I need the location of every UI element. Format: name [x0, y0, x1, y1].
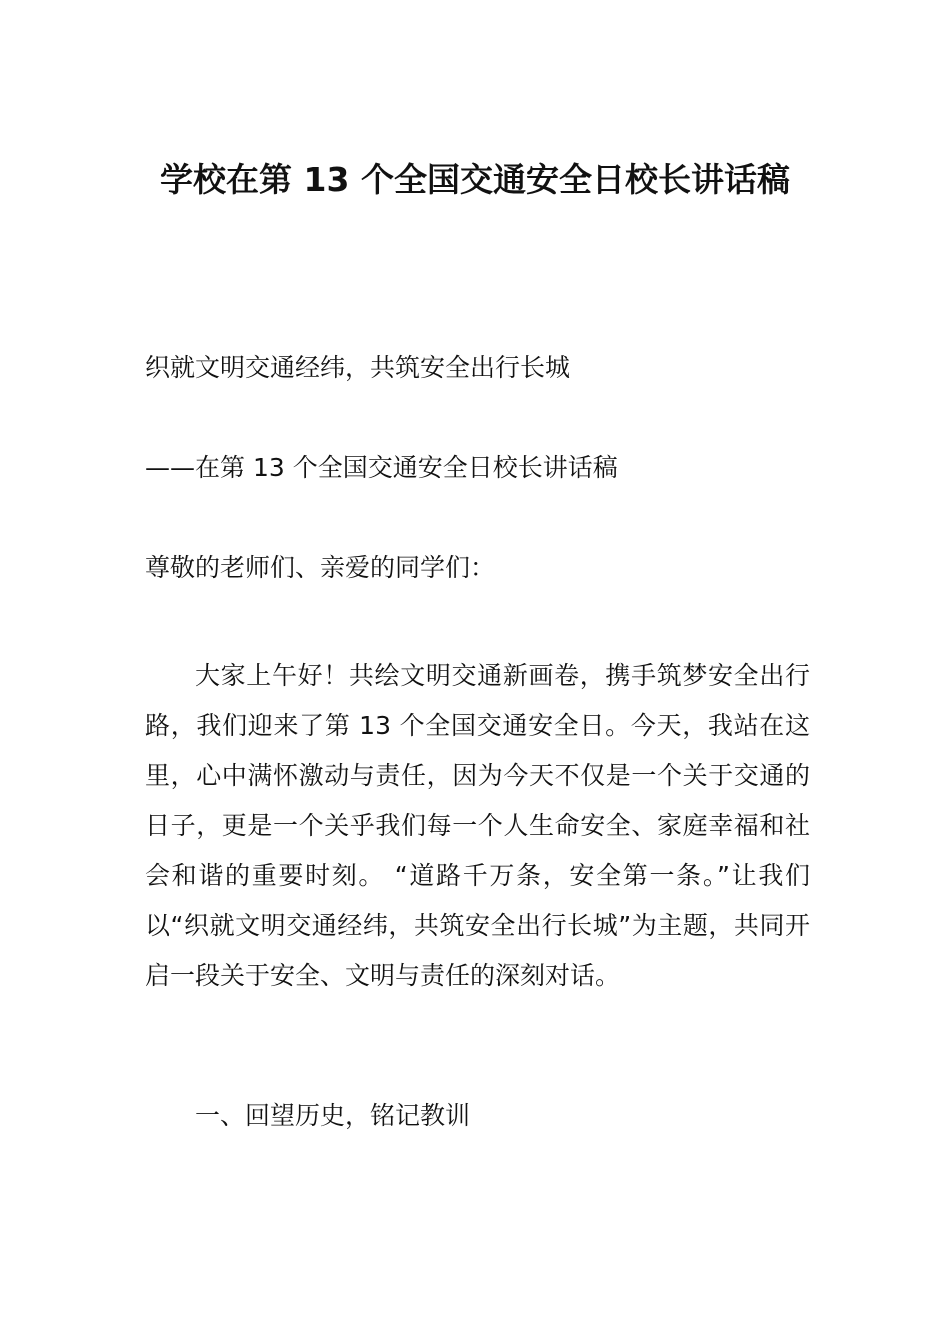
salutation: 尊敬的老师们、亲爱的同学们： — [145, 553, 496, 582]
document-title: 学校在第 13 个全国交通安全日校长讲话稿 — [160, 160, 790, 199]
section-heading: 一、回望历史，铭记教训 — [195, 1101, 471, 1130]
body-paragraph: 大家上午好！共绘文明交通新画卷，携手筑梦安全出行路，我们迎来了第 13 个全国交通安全日。今天，我站在这里，心中满怀激动与责任，因为今天不仅是一个关于交通的日子，更是一个关乎我们每一个人生命安全、家庭幸福和社会和谐的重要时刻。 “道路千万条，安全第一条。”让我们以“织就文明交通经纬，共筑安全出行长城”为主题，共同开启一段关于安全、文明与责任的深刻对话。 — [145, 661, 810, 990]
speech-byline: ——在第 13 个全国交通安全日校长讲话稿 — [145, 453, 618, 482]
speech-subtitle: 织就文明交通经纬，共筑安全出行长城 — [145, 353, 571, 382]
